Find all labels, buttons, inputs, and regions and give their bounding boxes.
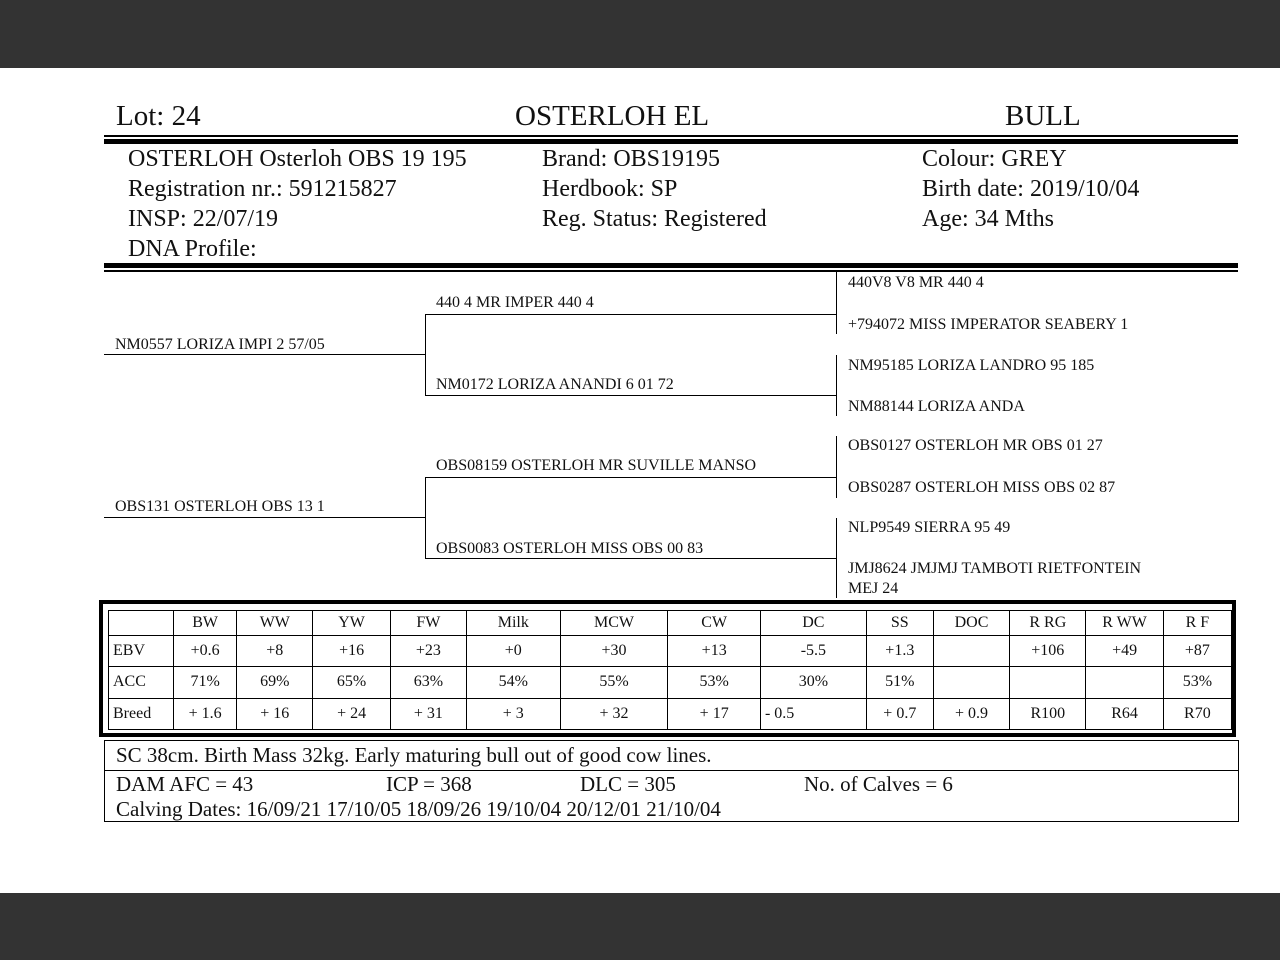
ebv-cell: +0.6 [174, 635, 237, 666]
pedigree-gen3-1: 440V8 V8 MR 440 4 [848, 274, 984, 291]
ebv-cell: +1.3 [866, 635, 933, 666]
gen2-line-2 [425, 395, 836, 396]
dam-dlc: DLC = 305 [580, 772, 676, 796]
acc-cell: 53% [668, 667, 761, 698]
pedigree-dam: OBS131 OSTERLOH OBS 13 1 [115, 498, 325, 515]
remarks-text: SC 38cm. Birth Mass 32kg. Early maturing bull out of good cow lines. [116, 743, 712, 767]
pedigree-gen2-1: 440 4 MR IMPER 440 4 [436, 294, 594, 311]
info-insp: INSP: 22/07/19 [128, 206, 279, 232]
acc-cell: 55% [560, 667, 668, 698]
lot-number: Lot: 24 [116, 100, 201, 132]
sire-line [104, 354, 425, 355]
pedigree-gen3-2: +794072 MISS IMPERATOR SEABERY 1 [848, 316, 1129, 333]
info-brand: Brand: OBS19195 [542, 146, 721, 172]
ebv-header-cell: Milk [467, 611, 561, 636]
breed-cell: + 0.9 [933, 698, 1009, 729]
pedigree-gen3-4: NM88144 LORIZA ANDA [848, 398, 1025, 415]
top-bar [0, 0, 1280, 68]
breed-cell: + 31 [390, 698, 466, 729]
info-herdbook: Herdbook: SP [542, 176, 678, 202]
ebv-cell: +16 [313, 635, 390, 666]
acc-cell: 65% [313, 667, 390, 698]
ebv-cell: +0 [467, 635, 561, 666]
pedigree-gen3-5: OBS0127 OSTERLOH MR OBS 01 27 [848, 437, 1103, 454]
breed-cell: + 3 [467, 698, 561, 729]
info-col-1 [128, 144, 467, 264]
pedigree-sire: NM0557 LORIZA IMPI 2 57/05 [115, 336, 325, 353]
acc-cell: 54% [467, 667, 561, 698]
breed-row-label: Breed [109, 698, 174, 729]
ebv-header-cell: BW [174, 611, 237, 636]
ebv-header-cell: R RG [1010, 611, 1086, 636]
breed-cell: + 16 [237, 698, 313, 729]
gen2-line-3 [425, 477, 836, 478]
info-rule [104, 270, 1238, 272]
gen2-line-1 [425, 314, 836, 315]
breed-cell: + 1.6 [174, 698, 237, 729]
ebv-cell: +23 [390, 635, 466, 666]
gen3-bracket-4 [836, 518, 837, 598]
acc-cell [1086, 667, 1163, 698]
dam-line [104, 517, 425, 518]
pedigree-gen3-7: NLP9549 SIERRA 95 49 [848, 519, 1011, 536]
acc-cell: 30% [760, 667, 866, 698]
calving-dates: Calving Dates: 16/09/21 17/10/05 18/09/26 19/10/04 20/12/01 21/10/04 [116, 797, 721, 821]
acc-row-label: ACC [109, 667, 174, 698]
info-rule-thick [104, 263, 1238, 268]
acc-cell: 51% [866, 667, 933, 698]
ebv-header-cell: CW [668, 611, 761, 636]
animal-name: OSTERLOH EL [515, 100, 710, 132]
info-birth-date: Birth date: 2019/10/04 [922, 176, 1140, 202]
info-colour: Colour: GREY [922, 146, 1067, 172]
ebv-header-cell: WW [237, 611, 313, 636]
ebv-header-cell: R F [1163, 611, 1231, 636]
ebv-cell: +13 [668, 635, 761, 666]
info-age: Age: 34 Mths [922, 206, 1054, 232]
info-registration: Registration nr.: 591215827 [128, 176, 397, 202]
ebv-header-cell: FW [390, 611, 466, 636]
gen3-bracket-2 [836, 355, 837, 416]
ebv-header-cell: DOC [933, 611, 1009, 636]
info-col-3 [922, 144, 1139, 234]
acc-cell: 63% [390, 667, 466, 698]
breed-cell: R64 [1086, 698, 1163, 729]
pedigree-gen3-3: NM95185 LORIZA LANDRO 95 185 [848, 357, 1095, 374]
breed-cell: + 32 [560, 698, 668, 729]
breed-cell: R100 [1010, 698, 1086, 729]
breed-cell: R70 [1163, 698, 1231, 729]
ebv-cell: +106 [1010, 635, 1086, 666]
ebv-cell: -5.5 [760, 635, 866, 666]
breed-cell: - 0.5 [760, 698, 866, 729]
ebv-header-cell: SS [866, 611, 933, 636]
info-reg-status: Reg. Status: Registered [542, 206, 767, 232]
ebv-cell [933, 635, 1009, 666]
ebv-header-cell: MCW [560, 611, 668, 636]
gen3-bracket-1 [836, 272, 837, 334]
info-dna: DNA Profile: [128, 236, 257, 262]
ebv-cell: +30 [560, 635, 668, 666]
pedigree-gen2-2: NM0172 LORIZA ANANDI 6 01 72 [436, 376, 674, 393]
bottom-bar [0, 893, 1280, 960]
pedigree-gen3-8: JMJ8624 JMJMJ TAMBOTI RIETFONTEIN [848, 560, 1142, 577]
ebv-cell: +87 [1163, 635, 1231, 666]
acc-cell: 69% [237, 667, 313, 698]
ebv-row-label: EBV [109, 635, 174, 666]
acc-cell [1010, 667, 1086, 698]
pedigree-gen3-6: OBS0287 OSTERLOH MISS OBS 02 87 [848, 479, 1116, 496]
ebv-table [108, 610, 1232, 730]
ebv-header-row [109, 611, 1232, 636]
acc-cell: 71% [174, 667, 237, 698]
acc-cell: 53% [1163, 667, 1231, 698]
dam-bracket [425, 477, 426, 559]
ebv-header-cell: R WW [1086, 611, 1163, 636]
ebv-row [109, 635, 1232, 666]
gen2-line-4 [425, 558, 836, 559]
animal-type: BULL [1005, 100, 1081, 132]
ebv-cell: +8 [237, 635, 313, 666]
header-rule [104, 135, 1238, 137]
breed-cell: + 24 [313, 698, 390, 729]
ebv-header-cell: DC [760, 611, 866, 636]
sire-bracket [425, 314, 426, 396]
breed-cell: + 17 [668, 698, 761, 729]
pedigree-gen2-4: OBS0083 OSTERLOH MISS OBS 00 83 [436, 540, 704, 557]
info-col-2 [542, 144, 767, 234]
ebv-header-cell: YW [313, 611, 390, 636]
pedigree-gen3-8b: MEJ 24 [848, 580, 899, 597]
breed-cell: + 0.7 [866, 698, 933, 729]
dam-afc: DAM AFC = 43 [116, 772, 254, 796]
acc-row [109, 667, 1232, 698]
ebv-header-cell [109, 611, 174, 636]
dam-icp: ICP = 368 [386, 772, 472, 796]
ebv-cell: +49 [1086, 635, 1163, 666]
pedigree-gen2-3: OBS08159 OSTERLOH MR SUVILLE MANSO [436, 457, 757, 474]
breed-row [109, 698, 1232, 729]
gen3-bracket-3 [836, 436, 837, 498]
info-full-name: OSTERLOH Osterloh OBS 19 195 [128, 146, 467, 172]
dam-calves: No. of Calves = 6 [804, 772, 953, 796]
acc-cell [933, 667, 1009, 698]
